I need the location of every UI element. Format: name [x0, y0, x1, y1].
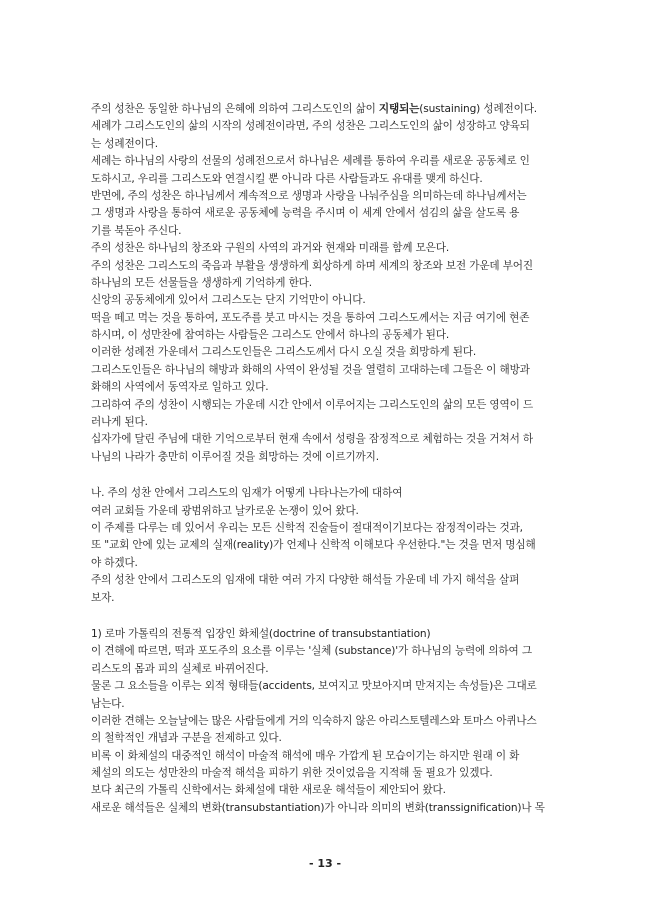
paragraph-line: 이 주제를 다루는 데 있어서 우리는 모든 신학적 진술들이 절대적이기보다는 잠정적이라는 것과, [91, 521, 523, 534]
paragraph-line: 또 "교회 안에 있는 교제의 실재(reality)가 언제나 신학적 이해보다 우선한다."는 것을 먼저 명심해 [91, 539, 536, 552]
section-presence-debate [91, 485, 561, 607]
paragraph-line: 도하시고, 우리를 그리스도와 연결시킬 뿐 아니라 다른 사람들과도 유대를 맺게 하신다. [91, 172, 483, 185]
section-sacrament-role [91, 118, 561, 466]
paragraph-line: 그리하여 주의 성찬이 시행되는 가운데 시간 안에서 이루어지는 그리스도인의 삶의 모든 영역이 드 [91, 398, 533, 411]
paragraph-line: 하시며, 이 성만찬에 참여하는 사람들은 그리스도 안에서 하나의 공동체가 된다. [91, 329, 450, 342]
paragraph-line: 이러한 성례전 가운데서 그리스도인들은 그리스도께서 다시 오실 것을 희망하게 된다. [91, 346, 477, 359]
subsection-heading: 1) 로마 가톨릭의 전통적 입장인 화체설(doctrine of transubstantiation) [91, 627, 431, 640]
paragraph-line: 여러 교회들 가운데 광범위하고 날카로운 논쟁이 있어 왔다. [91, 504, 359, 517]
paragraph-line: 그리스도인들은 하나님의 해방과 화해의 사역이 완성될 것을 열렬히 고대하는데 그들은 이 해방과 [91, 363, 530, 376]
paragraph-line: 보자. [91, 591, 115, 604]
paragraph-line: 세례는 하나님의 사랑의 선물의 성례전으로서 하나님은 세례를 통하여 우리를 새로운 공동체로 인 [91, 155, 530, 168]
paragraph-line: 남는다. [91, 697, 125, 710]
paragraph-line: 나님의 나라가 충만히 이루어질 것을 희망하는 것에 이르기까지. [91, 450, 379, 463]
paragraph-line: 기를 북돋아 주신다. [91, 224, 182, 237]
paragraph-line: 그 생명과 사랑을 통하여 새로운 공동체에 능력을 주시며 이 세계 안에서 섬김의 삶을 살도록 용 [91, 207, 520, 220]
section-heading: 나. 주의 성찬 안에서 그리스도의 임재가 어떻게 나타나는가에 대하여 [91, 487, 403, 500]
paragraph-line: 리스도의 몸과 피의 실체로 바뀌어진다. [91, 662, 269, 675]
paragraph-line: 이 견해에 따르면, 떡과 포도주의 요소를 이루는 '실체 (substance)'가 하나님의 능력에 의하여 그 [91, 645, 532, 658]
paragraph-line: 체설의 의도는 성만찬의 마술적 해석을 피하기 위한 것이었음을 지적해 둘 필요가 있겠다. [91, 767, 493, 780]
paragraph-line [91, 101, 561, 118]
section-transubstantiation [91, 626, 561, 817]
paragraph-gap [91, 466, 561, 485]
paragraph-line: 떡을 떼고 먹는 것을 통하여, 포도주를 붓고 마시는 것을 통하여 그리스도께서는 지금 여기에 현존 [91, 311, 530, 324]
paragraph-line: 반면에, 주의 성찬은 하나님께서 계속적으로 생명과 사랑을 나눠주심을 의미하는데 하나님께서는 [91, 189, 527, 202]
document-body [91, 101, 561, 817]
bold-term: 지탱되는 [378, 103, 420, 115]
paragraph-line: 물론 그 요소들을 이루는 외적 형태들(accidents, 보여지고 맛보아지며 만져지는 속성들)은 그대로 [91, 680, 537, 693]
text-run: 주의 성찬은 동일한 하나님의 은혜에 의하여 그리스도인의 삶이 [91, 103, 379, 115]
paragraph-line: 러나게 된다. [91, 416, 148, 429]
paragraph-line: 화해의 사역에서 동역자로 일하고 있다. [91, 381, 269, 394]
paragraph-gap [91, 607, 561, 626]
text-run: (sustaining) 성례전이다. [419, 103, 538, 115]
paragraph-line: 이러한 견해는 오늘날에는 많은 사람들에게 거의 익숙하지 않은 아리스토텔레스와 토마스 아퀴나스 [91, 714, 537, 727]
paragraph-line: 보다 최근의 가톨릭 신학에서는 화체설에 대한 새로운 해석들이 제안되어 왔다. [91, 784, 446, 797]
paragraph-line: 는 성례전이다. [91, 137, 158, 150]
paragraph-line: 주의 성찬 안에서 그리스도의 임재에 대한 여러 가지 다양한 해석들 가운데 네 가지 해석을 살펴 [91, 574, 520, 587]
paragraph-line: 하나님의 모든 선물들을 생생하게 기억하게 한다. [91, 276, 312, 289]
paragraph-line: 세례가 그리스도인의 삶의 시작의 성례전이라면, 주의 성찬은 그리스도인의 삶이 성장하고 양육되 [91, 120, 530, 133]
paragraph-line: 비록 이 화체설의 대중적인 해석이 마술적 해석에 매우 가깝게 된 모습이기는 하지만 원래 이 화 [91, 749, 520, 762]
paragraph-line: 야 하겠다. [91, 556, 138, 569]
paragraph-line: 십자가에 달린 주님에 대한 기억으로부터 현재 속에서 성령을 잠정적으로 체험하는 것을 거쳐서 하 [91, 433, 533, 446]
page-number: - 13 - [308, 857, 342, 870]
paragraph-line: 주의 성찬은 그리스도의 죽음과 부활을 생생하게 회상하게 하며 세계의 창조와 보전 가운데 부어진 [91, 259, 533, 272]
paragraph-line: 주의 성찬은 하나님의 창조와 구원의 사역의 과거와 현재와 미래를 함께 모은다. [91, 242, 450, 255]
paragraph-line: 신앙의 공동체에게 있어서 그리스도는 단지 기억만이 아니다. [91, 294, 366, 307]
paragraph-line: 새로운 해석들은 실체의 변화(transubstantiation)가 아니라 의미의 변화(transsignification)나 목 [91, 801, 545, 814]
paragraph-line: 의 철학적인 개념과 구분을 전제하고 있다. [91, 732, 282, 745]
